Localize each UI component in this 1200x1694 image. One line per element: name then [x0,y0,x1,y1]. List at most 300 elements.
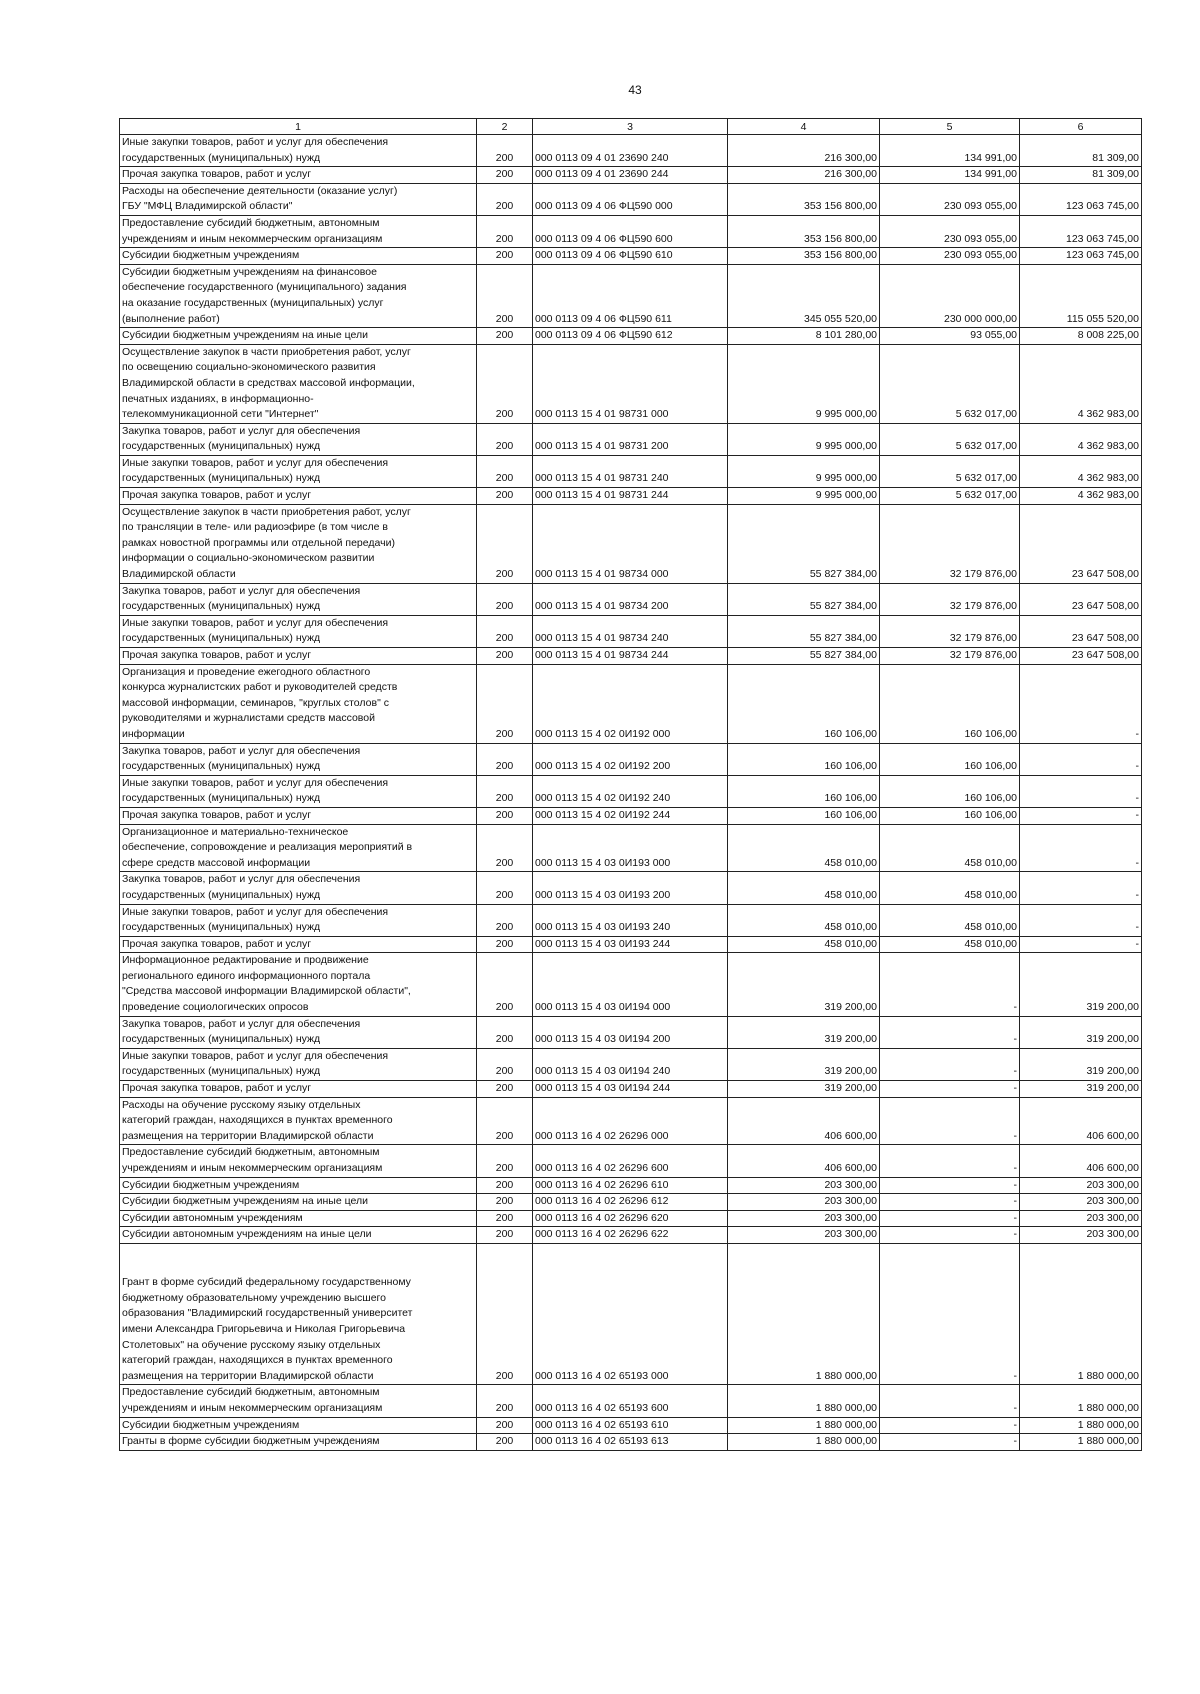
row-col5-amount: 230 093 055,00 [880,183,1020,215]
row-col5-amount: - [880,1048,1020,1080]
table-row [120,775,1142,807]
row-col2-value: 200 [477,1194,533,1211]
table-row [120,1243,1142,1384]
row-col5-amount: 160 106,00 [880,664,1020,743]
row-budget-code: 000 0113 15 4 01 98731 200 [533,423,728,455]
row-description [120,135,477,167]
row-budget-code: 000 0113 09 4 06 ФЦ590 610 [533,248,728,265]
row-description [120,807,477,824]
row-description [120,215,477,247]
row-description [120,953,477,1016]
budget-table [119,118,1142,1451]
table-row [120,1081,1142,1098]
row-col6-amount: 319 200,00 [1020,1081,1142,1098]
table-row [120,648,1142,665]
row-description [120,455,477,487]
description-line: Грант в форме субсидий федеральному государственному [122,1276,411,1289]
row-col2-value: 200 [477,488,533,505]
header-cell-col3: 3 [533,119,728,135]
row-budget-code: 000 0113 09 4 01 23690 244 [533,167,728,184]
table-row [120,615,1142,647]
row-col6-amount: 123 063 745,00 [1020,248,1142,265]
row-col2-value: 200 [477,1385,533,1417]
row-col2-value: 200 [477,1227,533,1244]
row-col6-amount: 319 200,00 [1020,953,1142,1016]
description-line: сфере средств массовой информации [122,856,311,869]
description-line: проведение социологических опросов [122,1001,309,1014]
row-col4-amount: 458 010,00 [728,824,880,872]
row-description [120,1227,477,1244]
row-budget-code: 000 0113 09 4 06 ФЦ590 612 [533,328,728,345]
description-line: Субсидии автономным учреждениям [122,1211,303,1224]
row-col6-amount: 319 200,00 [1020,1048,1142,1080]
row-description [120,1210,477,1227]
row-col4-amount: 8 101 280,00 [728,328,880,345]
row-col2-value: 200 [477,583,533,615]
row-col4-amount: 9 995 000,00 [728,488,880,505]
table-row [120,872,1142,904]
description-line: Осуществление закупок в части приобретения работ, услуг [122,505,411,518]
row-col2-value: 200 [477,248,533,265]
row-col5-amount: - [880,1177,1020,1194]
row-col2-value: 200 [477,953,533,1016]
row-col4-amount: 319 200,00 [728,1081,880,1098]
row-col4-amount: 216 300,00 [728,167,880,184]
row-budget-code: 000 0113 15 4 02 0И192 000 [533,664,728,743]
description-line: государственных (муниципальных) нужд [122,792,321,805]
description-line: Прочая закупка товаров, работ и услуг [122,649,312,661]
row-col6-amount: 1 880 000,00 [1020,1417,1142,1434]
row-description [120,664,477,743]
table-row [120,807,1142,824]
row-col5-amount: 134 991,00 [880,135,1020,167]
row-col5-amount: - [880,1016,1020,1048]
row-col4-amount: 216 300,00 [728,135,880,167]
row-col2-value: 200 [477,504,533,583]
description-line: категорий граждан, находящихся в пунктах временного [122,1354,393,1367]
row-col4-amount: 203 300,00 [728,1227,880,1244]
row-col4-amount: 319 200,00 [728,1016,880,1048]
row-col5-amount: 5 632 017,00 [880,455,1020,487]
row-description [120,248,477,265]
row-col5-amount: - [880,1081,1020,1098]
row-description [120,775,477,807]
row-description [120,648,477,665]
description-line: учреждениям и иным некоммерческим организациям [122,1401,383,1414]
description-line: руководителями и журналистами средств массовой [122,712,375,725]
description-line: государственных (муниципальных) нужд [122,600,321,613]
description-line: по освещению социально-экономического развития [122,361,376,374]
row-budget-code: 000 0113 16 4 02 65193 610 [533,1417,728,1434]
row-col2-value: 200 [477,1016,533,1048]
description-line: Субсидии бюджетным учреждениям на иные цели [122,329,368,342]
description-line: учреждениям и иным некоммерческим организациям [122,1162,383,1174]
description-line: регионального единого информационного портала [122,969,371,982]
row-budget-code: 000 0113 15 4 01 98731 240 [533,455,728,487]
description-line: имени Александра Григорьевича и Николая Григорьевича [122,1322,406,1335]
description-line: Иные закупки товаров, работ и услуг для обеспечения [122,905,389,918]
table-header-row [120,119,1142,135]
description-line: государственных (муниципальных) нужд [122,888,321,901]
table-row [120,215,1142,247]
row-col2-value: 200 [477,775,533,807]
table-row [120,455,1142,487]
description-line: Субсидии бюджетным учреждениям [122,249,300,262]
table-row [120,1145,1142,1177]
table-row [120,1210,1142,1227]
row-col2-value: 200 [477,743,533,775]
row-col2-value: 200 [477,1081,533,1098]
description-line: Организационное и материально-техническое [122,825,349,838]
row-budget-code: 000 0113 16 4 02 26296 620 [533,1210,728,1227]
row-col2-value: 200 [477,344,533,423]
header-cell-col4: 4 [728,119,880,135]
row-col4-amount: 1 880 000,00 [728,1385,880,1417]
row-col2-value: 200 [477,135,533,167]
table-row [120,904,1142,936]
row-col6-amount: 115 055 520,00 [1020,264,1142,327]
row-description [120,504,477,583]
row-col2-value: 200 [477,615,533,647]
row-description [120,904,477,936]
row-budget-code: 000 0113 09 4 06 ФЦ590 611 [533,264,728,327]
row-col6-amount: 319 200,00 [1020,1016,1142,1048]
description-line: Владимирской области в средствах массовой информации, [122,376,415,389]
row-budget-code: 000 0113 15 4 01 98734 000 [533,504,728,583]
row-description [120,583,477,615]
row-col4-amount: 1 880 000,00 [728,1434,880,1451]
row-description [120,264,477,327]
row-budget-code: 000 0113 16 4 02 26296 610 [533,1177,728,1194]
table-row [120,1385,1142,1417]
row-col5-amount: - [880,1434,1020,1451]
row-col5-amount: 93 055,00 [880,328,1020,345]
row-col5-amount: - [880,1097,1020,1145]
description-line: Закупка товаров, работ и услуг для обеспечения [122,424,361,437]
row-col2-value: 200 [477,1097,533,1145]
row-description [120,1177,477,1194]
description-line: Прочая закупка товаров, работ и услуг [122,1082,312,1095]
row-col5-amount: - [880,1194,1020,1211]
description-line: Столетовых" на обучение русскому языку отдельных [122,1338,381,1351]
description-line: Предоставление субсидий бюджетным, автономным [122,216,380,229]
row-budget-code: 000 0113 15 4 03 0И194 240 [533,1048,728,1080]
row-budget-code: 000 0113 16 4 02 65193 613 [533,1434,728,1451]
description-line: государственных (муниципальных) нужд [122,472,321,485]
row-budget-code: 000 0113 15 4 01 98734 240 [533,615,728,647]
description-line: Прочая закупка товаров, работ и услуг [122,937,312,950]
table-row [120,1048,1142,1080]
description-line: (выполнение работ) [122,312,220,325]
row-col5-amount: 134 991,00 [880,167,1020,184]
row-budget-code: 000 0113 15 4 03 0И194 200 [533,1016,728,1048]
description-line: Расходы на обеспечение деятельности (оказание услуг) [122,184,398,197]
row-col6-amount: 4 362 983,00 [1020,344,1142,423]
row-col5-amount: - [880,1417,1020,1434]
row-col5-amount: 32 179 876,00 [880,504,1020,583]
header-cell-col2: 2 [477,119,533,135]
row-col5-amount: 160 106,00 [880,743,1020,775]
table-row [120,1434,1142,1451]
table-row [120,664,1142,743]
header-cell-col1: 1 [120,119,477,135]
description-line: Организация и проведение ежегодного областного [122,665,371,678]
row-budget-code: 000 0113 15 4 01 98731 000 [533,344,728,423]
description-line: Субсидии бюджетным учреждениям [122,1178,300,1191]
row-col4-amount: 458 010,00 [728,872,880,904]
row-col4-amount: 160 106,00 [728,807,880,824]
row-budget-code: 000 0113 15 4 02 0И192 200 [533,743,728,775]
row-col6-amount: 8 008 225,00 [1020,328,1142,345]
row-col4-amount: 353 156 800,00 [728,183,880,215]
row-description [120,344,477,423]
table-row [120,248,1142,265]
row-description [120,1417,477,1434]
table-row [120,504,1142,583]
table-row [120,344,1142,423]
description-line: бюджетному образовательному учреждению высшего [122,1291,386,1304]
row-col6-amount: - [1020,664,1142,743]
row-col2-value: 200 [477,648,533,665]
row-description [120,1048,477,1080]
row-col4-amount: 160 106,00 [728,743,880,775]
row-col4-amount: 9 995 000,00 [728,423,880,455]
description-line: Владимирской области [122,568,236,581]
row-col4-amount: 203 300,00 [728,1210,880,1227]
table-row [120,423,1142,455]
row-description [120,167,477,184]
description-line: Иные закупки товаров, работ и услуг для обеспечения [122,456,389,469]
row-budget-code: 000 0113 15 4 03 0И194 244 [533,1081,728,1098]
description-line: Расходы на обучение русскому языку отдельных [122,1098,361,1111]
row-col6-amount: 4 362 983,00 [1020,423,1142,455]
description-line: на оказание государственных (муниципальных) услуг [122,296,384,309]
row-description [120,1434,477,1451]
row-col4-amount: 406 600,00 [728,1097,880,1145]
row-col6-amount: - [1020,904,1142,936]
row-col4-amount: 458 010,00 [728,904,880,936]
row-col4-amount: 353 156 800,00 [728,215,880,247]
description-line: Прочая закупка товаров, работ и услуг [122,808,312,821]
description-line: Иные закупки товаров, работ и услуг для обеспечения [122,1049,389,1062]
row-budget-code: 000 0113 15 4 03 0И194 000 [533,953,728,1016]
row-col6-amount: 123 063 745,00 [1020,183,1142,215]
description-line: Осуществление закупок в части приобретения работ, услуг [122,345,411,358]
row-col6-amount: 23 647 508,00 [1020,504,1142,583]
description-line: государственных (муниципальных) нужд [122,632,321,645]
row-budget-code: 000 0113 15 4 03 0И193 244 [533,936,728,953]
description-line: государственных (муниципальных) нужд [122,440,321,453]
row-col2-value: 200 [477,328,533,345]
description-line: информации о социально-экономическом развитии [122,552,375,565]
description-line: государственных (муниципальных) нужд [122,1065,321,1078]
row-col4-amount: 55 827 384,00 [728,504,880,583]
row-description [120,615,477,647]
table-row [120,583,1142,615]
row-col6-amount: 1 880 000,00 [1020,1243,1142,1384]
row-budget-code: 000 0113 15 4 03 0И193 200 [533,872,728,904]
row-col6-amount: - [1020,824,1142,872]
table-row [120,167,1142,184]
row-col4-amount: 203 300,00 [728,1177,880,1194]
table-row [120,488,1142,505]
description-line: Иные закупки товаров, работ и услуг для обеспечения [122,136,389,148]
description-line: телекоммуникационной сети "Интернет" [122,408,319,421]
row-col4-amount: 55 827 384,00 [728,583,880,615]
row-col2-value: 200 [477,1417,533,1434]
description-line: конкурса журналистских работ и руководителей средств [122,681,398,694]
row-col2-value: 200 [477,807,533,824]
description-line: обеспечение государственного (муниципального) задания [122,281,407,294]
row-budget-code: 000 0113 16 4 02 26296 622 [533,1227,728,1244]
row-col2-value: 200 [477,936,533,953]
row-budget-code: 000 0113 15 4 03 0И193 000 [533,824,728,872]
row-col6-amount: - [1020,872,1142,904]
table-row [120,1227,1142,1244]
row-col2-value: 200 [477,1434,533,1451]
description-line: Закупка товаров, работ и услуг для обеспечения [122,584,361,597]
row-budget-code: 000 0113 09 4 01 23690 240 [533,135,728,167]
row-col5-amount: 458 010,00 [880,824,1020,872]
row-description [120,824,477,872]
row-description [120,1243,477,1384]
description-line: Закупка товаров, работ и услуг для обеспечения [122,1017,361,1030]
row-col6-amount: 406 600,00 [1020,1145,1142,1177]
row-col6-amount: 23 647 508,00 [1020,583,1142,615]
row-col5-amount: 160 106,00 [880,775,1020,807]
row-col5-amount: - [880,953,1020,1016]
row-col5-amount: - [880,1385,1020,1417]
description-line: Субсидии бюджетным учреждениям на финансовое [122,265,377,278]
header-cell-col5: 5 [880,119,1020,135]
row-col2-value: 200 [477,824,533,872]
row-col6-amount: - [1020,775,1142,807]
description-line: размещения на территории Владимирской области [122,1129,374,1142]
row-col6-amount: 203 300,00 [1020,1210,1142,1227]
row-col6-amount: - [1020,807,1142,824]
description-line: государственных (муниципальных) нужд [122,1033,321,1046]
description-line: Закупка товаров, работ и услуг для обеспечения [122,744,361,757]
row-budget-code: 000 0113 15 4 02 0И192 240 [533,775,728,807]
row-description [120,1097,477,1145]
description-line: Иные закупки товаров, работ и услуг для обеспечения [122,616,389,629]
row-budget-code: 000 0113 16 4 02 65193 000 [533,1243,728,1384]
row-col6-amount: 203 300,00 [1020,1227,1142,1244]
row-budget-code: 000 0113 09 4 06 ФЦ590 000 [533,183,728,215]
description-line: государственных (муниципальных) нужд [122,760,321,773]
table-row [120,328,1142,345]
header-cell-col6: 6 [1020,119,1142,135]
row-col5-amount: 32 179 876,00 [880,615,1020,647]
row-col5-amount: 32 179 876,00 [880,583,1020,615]
row-col5-amount: 458 010,00 [880,872,1020,904]
row-col4-amount: 55 827 384,00 [728,615,880,647]
row-col4-amount: 458 010,00 [728,936,880,953]
row-col2-value: 200 [477,264,533,327]
row-description [120,1016,477,1048]
row-col5-amount: 5 632 017,00 [880,488,1020,505]
row-col5-amount: - [880,1145,1020,1177]
row-col6-amount: 4 362 983,00 [1020,488,1142,505]
description-line: печатных изданиях, в информационно- [122,392,314,405]
row-col4-amount: 160 106,00 [728,664,880,743]
description-line: Прочая закупка товаров, работ и услуг [122,168,312,181]
row-col6-amount: 203 300,00 [1020,1177,1142,1194]
table-row [120,824,1142,872]
row-col5-amount: - [880,1243,1020,1384]
row-description [120,183,477,215]
row-col6-amount: 1 880 000,00 [1020,1385,1142,1417]
description-line: Субсидии бюджетным учреждениям на иные цели [122,1195,368,1208]
row-col5-amount: - [880,1210,1020,1227]
description-line [122,1244,474,1260]
description-line: Предоставление субсидий бюджетным, автономным [122,1146,380,1159]
row-col4-amount: 203 300,00 [728,1194,880,1211]
row-description [120,1081,477,1098]
row-col2-value: 200 [477,1210,533,1227]
row-col2-value: 200 [477,1243,533,1384]
row-col4-amount: 319 200,00 [728,1048,880,1080]
table-row [120,135,1142,167]
description-line: категорий граждан, находящихся в пунктах временного [122,1114,393,1127]
table-row [120,264,1142,327]
table-row [120,183,1142,215]
row-col5-amount: 230 093 055,00 [880,215,1020,247]
row-col4-amount: 319 200,00 [728,953,880,1016]
table-row [120,1177,1142,1194]
row-budget-code: 000 0113 15 4 01 98734 200 [533,583,728,615]
row-col6-amount: 81 309,00 [1020,135,1142,167]
table-row [120,1097,1142,1145]
row-col4-amount: 406 600,00 [728,1145,880,1177]
row-description [120,1385,477,1417]
row-col4-amount: 55 827 384,00 [728,648,880,665]
table-row [120,743,1142,775]
row-description [120,1194,477,1211]
description-line: Предоставление субсидий бюджетным, автономным [122,1386,380,1399]
row-col2-value: 200 [477,1177,533,1194]
description-line: государственных (муниципальных) нужд [122,921,321,934]
row-col5-amount: 458 010,00 [880,904,1020,936]
table-row [120,953,1142,1016]
row-col6-amount: 1 880 000,00 [1020,1434,1142,1451]
row-description [120,328,477,345]
row-col4-amount: 1 880 000,00 [728,1243,880,1384]
table-body [120,119,1142,1451]
description-line: государственных (муниципальных) нужд [122,151,321,164]
table-row [120,1016,1142,1048]
description-line [122,1260,474,1276]
row-col2-value: 200 [477,183,533,215]
description-line: образования "Владимирский государственный университет [122,1307,413,1320]
row-description [120,488,477,505]
row-col4-amount: 9 995 000,00 [728,455,880,487]
row-col2-value: 200 [477,167,533,184]
row-budget-code: 000 0113 15 4 01 98731 244 [533,488,728,505]
row-description [120,936,477,953]
row-col5-amount: 230 000 000,00 [880,264,1020,327]
row-col6-amount: - [1020,936,1142,953]
row-col5-amount: 230 093 055,00 [880,248,1020,265]
row-col5-amount: 458 010,00 [880,936,1020,953]
description-line: Прочая закупка товаров, работ и услуг [122,489,312,502]
description-line: по трансляции в теле- или радиоэфире (в том числе в [122,521,388,534]
row-col6-amount: 4 362 983,00 [1020,455,1142,487]
row-budget-code: 000 0113 16 4 02 26296 000 [533,1097,728,1145]
row-budget-code: 000 0113 15 4 03 0И193 240 [533,904,728,936]
description-line: обеспечение, сопровождение и реализация мероприятий в [122,841,413,854]
row-col6-amount: 23 647 508,00 [1020,648,1142,665]
